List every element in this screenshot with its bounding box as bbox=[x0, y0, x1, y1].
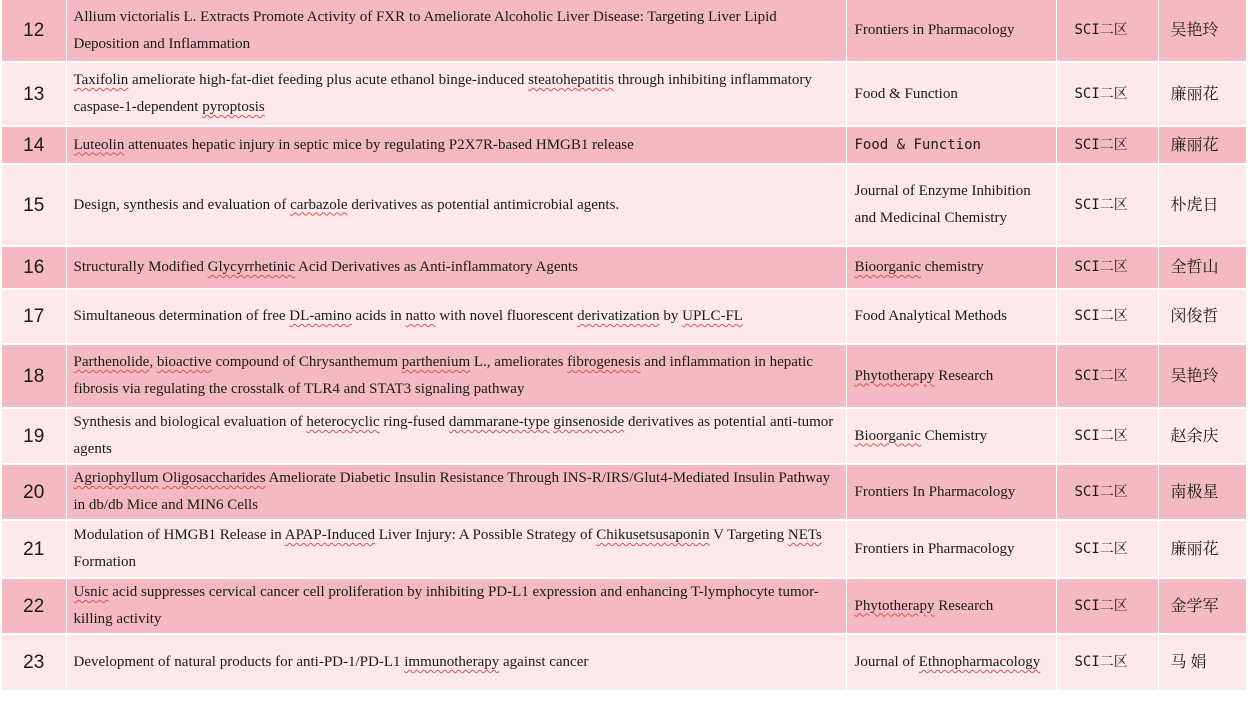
spellcheck-word: Usnic bbox=[73, 584, 109, 600]
journal-level: SCI二区 bbox=[1056, 62, 1158, 126]
spellcheck-word: derivatization bbox=[577, 308, 660, 324]
journal-level: SCI二区 bbox=[1056, 578, 1158, 634]
author-name: 廉丽花 bbox=[1158, 520, 1246, 578]
author-name: 闵俊哲 bbox=[1158, 289, 1246, 344]
paper-title bbox=[66, 0, 846, 62]
journal-level: SCI二区 bbox=[1056, 634, 1158, 691]
paper-title bbox=[66, 164, 846, 246]
author-name: 吴艳玲 bbox=[1158, 0, 1246, 62]
spellcheck-word: Bioorganic bbox=[854, 427, 921, 444]
spellcheck-word: Agriophyllum bbox=[73, 470, 159, 486]
paper-title bbox=[66, 289, 846, 344]
table-row bbox=[2, 464, 1246, 520]
text-run: and inflammation in hepatic fibrosis via regulating the crosstalk of TLR4 and STAT3 signaling pathway bbox=[73, 354, 813, 397]
text-run: compound of Chrysanthemum bbox=[211, 354, 402, 370]
journal-level: SCI二区 bbox=[1056, 408, 1158, 464]
spellcheck-word: ginsenoside bbox=[553, 414, 625, 430]
table-row bbox=[2, 344, 1246, 408]
paper-title bbox=[66, 520, 846, 578]
journal-level: SCI二区 bbox=[1056, 289, 1158, 344]
journal-name bbox=[846, 289, 1056, 344]
spellcheck-word: Luteolin bbox=[73, 136, 125, 153]
publication-table bbox=[2, 0, 1246, 692]
spellcheck-word: bioactive bbox=[156, 354, 212, 370]
table-row bbox=[2, 164, 1246, 246]
text-run: Chemistry bbox=[920, 427, 988, 444]
text-run: acids in bbox=[351, 308, 406, 324]
spellcheck-word: Oligosaccharides bbox=[162, 470, 266, 486]
paper-title bbox=[66, 578, 846, 634]
spellcheck-word: pyroptosis bbox=[202, 99, 265, 115]
journal-level: SCI二区 bbox=[1056, 0, 1158, 62]
spellcheck-word: UPLC-FL bbox=[682, 308, 743, 324]
text-run: Development of natural products for anti-PD-1/PD-L1 bbox=[73, 654, 405, 670]
text-run: L., ameliorates bbox=[470, 354, 568, 370]
text-run: attenuates hepatic injury in septic mice by regulating P2X7R-based HMGB1 release bbox=[124, 136, 634, 153]
text-run: Frontiers in Pharmacology bbox=[854, 540, 1015, 557]
row-number: 13 bbox=[2, 62, 66, 126]
text-run: Design, synthesis and evaluation of bbox=[73, 196, 291, 213]
text-run: Food Analytical Methods bbox=[854, 308, 1007, 324]
row-number: 16 bbox=[2, 246, 66, 289]
table-row bbox=[2, 246, 1246, 289]
author-name: 赵余庆 bbox=[1158, 408, 1246, 464]
spellcheck-word: parthenium bbox=[401, 354, 471, 370]
text-run: ameliorate high-fat-diet feeding plus acute ethanol binge-induced bbox=[128, 72, 529, 88]
spellcheck-word: APAP-Induced bbox=[284, 527, 376, 543]
text-run: against cancer bbox=[499, 654, 589, 670]
spellcheck-word: Glycyrrhetinic bbox=[207, 259, 296, 275]
author-name: 吴艳玲 bbox=[1158, 344, 1246, 408]
spellcheck-word: DL-amino bbox=[289, 308, 352, 324]
text-run: by bbox=[659, 308, 683, 324]
spellcheck-word: natto bbox=[405, 308, 436, 324]
text-run: Food & Function bbox=[854, 85, 958, 102]
spellcheck-word: steatohepatitis bbox=[528, 72, 614, 88]
table-row bbox=[2, 126, 1246, 164]
text-run: Acid Derivatives as Anti-inflammatory Agents bbox=[295, 259, 578, 275]
row-number: 12 bbox=[2, 0, 66, 62]
text-run: V Targeting bbox=[709, 527, 788, 543]
spellcheck-word: dammarane-type bbox=[448, 414, 550, 430]
text-run: Frontiers In Pharmacology bbox=[854, 483, 1016, 500]
paper-title bbox=[66, 634, 846, 691]
text-run: Liver Injury: A Possible Strategy of bbox=[375, 527, 597, 543]
text-run: , bbox=[149, 354, 157, 370]
journal-level: SCI二区 bbox=[1056, 246, 1158, 289]
spellcheck-word: carbazole bbox=[290, 196, 348, 213]
text-run: acid suppresses cervical cancer cell proliferation by inhibiting PD-L1 expression and enhancing T-lymphocyte tumor-killing activity bbox=[73, 584, 819, 627]
table-row bbox=[2, 578, 1246, 634]
journal-name bbox=[846, 464, 1056, 520]
spellcheck-word: Phytotherapy bbox=[854, 597, 935, 614]
journal-name bbox=[846, 126, 1056, 164]
row-number: 17 bbox=[2, 289, 66, 344]
text-run: derivatives as potential antimicrobial agents. bbox=[347, 196, 620, 213]
table-row bbox=[2, 520, 1246, 578]
author-name: 金学军 bbox=[1158, 578, 1246, 634]
spellcheck-word: Chikusetsusaponin bbox=[596, 527, 710, 543]
text-run: with novel fluorescent bbox=[435, 308, 578, 324]
table-row bbox=[2, 0, 1246, 62]
author-name: 廉丽花 bbox=[1158, 62, 1246, 126]
paper-title bbox=[66, 464, 846, 520]
journal-name bbox=[846, 634, 1056, 691]
row-number: 21 bbox=[2, 520, 66, 578]
paper-title bbox=[66, 246, 846, 289]
journal-level: SCI二区 bbox=[1056, 344, 1158, 408]
spellcheck-word: Parthenolide bbox=[73, 354, 150, 370]
text-run: Simultaneous determination of free bbox=[73, 308, 290, 324]
journal-name bbox=[846, 246, 1056, 289]
spellcheck-word: NETs bbox=[787, 527, 822, 543]
spellcheck-word: Phytotherapy bbox=[854, 367, 935, 384]
spellcheck-word: Bioorganic bbox=[854, 259, 921, 275]
paper-title bbox=[66, 408, 846, 464]
author-name: 马 娟 bbox=[1158, 634, 1246, 691]
table-row bbox=[2, 289, 1246, 344]
text-run: Frontiers in Pharmacology bbox=[854, 22, 1015, 38]
journal-name bbox=[846, 62, 1056, 126]
text-run: Modulation of HMGB1 Release in bbox=[73, 527, 285, 543]
table-row bbox=[2, 408, 1246, 464]
text-run: Allium victorialis L. Extracts Promote Activity of FXR to Ameliorate Alcoholic Liver Disease: Targeting Liver Lipid Deposition and Inflammation bbox=[73, 8, 777, 52]
publication-table-body bbox=[2, 0, 1246, 691]
text-run: Research bbox=[934, 597, 994, 614]
text-run: ring-fused bbox=[379, 414, 449, 430]
journal-name bbox=[846, 408, 1056, 464]
paper-title bbox=[66, 126, 846, 164]
journal-level: SCI二区 bbox=[1056, 464, 1158, 520]
table-row bbox=[2, 62, 1246, 126]
spellcheck-word: Taxifolin bbox=[73, 72, 129, 88]
text-run: Formation bbox=[73, 554, 136, 570]
paper-title bbox=[66, 344, 846, 408]
journal-name bbox=[846, 164, 1056, 246]
text-run: Research bbox=[934, 367, 994, 384]
row-number: 19 bbox=[2, 408, 66, 464]
journal-name bbox=[846, 520, 1056, 578]
author-name: 朴虎日 bbox=[1158, 164, 1246, 246]
text-run: Ameliorate Diabetic Insulin Resistance Through INS-R/IRS/Glut4-Mediated Insulin Pathway in db/db Mice and MIN6 Cells bbox=[73, 470, 831, 513]
author-name: 南极星 bbox=[1158, 464, 1246, 520]
row-number: 20 bbox=[2, 464, 66, 520]
text-run: Synthesis and biological evaluation of bbox=[73, 414, 307, 430]
spellcheck-word: Ethnopharmacology bbox=[918, 654, 1041, 670]
spellcheck-word: immunotherapy bbox=[404, 654, 500, 670]
text-run: through inhibiting inflammatory caspase-1-dependent bbox=[73, 72, 812, 115]
row-number: 18 bbox=[2, 344, 66, 408]
text-run: Food & Function bbox=[854, 136, 981, 153]
journal-name bbox=[846, 578, 1056, 634]
text-run: Journal of Enzyme Inhibition and Medicinal Chemistry bbox=[854, 183, 1031, 226]
journal-name bbox=[846, 0, 1056, 62]
row-number: 15 bbox=[2, 164, 66, 246]
row-number: 23 bbox=[2, 634, 66, 691]
spellcheck-word: fibrogenesis bbox=[567, 354, 641, 370]
row-number: 22 bbox=[2, 578, 66, 634]
text-run: Structurally Modified bbox=[73, 259, 208, 275]
journal-level: SCI二区 bbox=[1056, 126, 1158, 164]
author-name: 全哲山 bbox=[1158, 246, 1246, 289]
text-run: derivatives as potential anti-tumor agents bbox=[73, 414, 834, 457]
paper-title bbox=[66, 62, 846, 126]
author-name: 廉丽花 bbox=[1158, 126, 1246, 164]
spellcheck-word: heterocyclic bbox=[306, 414, 380, 430]
text-run: chemistry bbox=[920, 259, 984, 275]
text-run: Journal of bbox=[854, 654, 919, 670]
table-row bbox=[2, 634, 1246, 691]
journal-name bbox=[846, 344, 1056, 408]
journal-level: SCI二区 bbox=[1056, 520, 1158, 578]
journal-level: SCI二区 bbox=[1056, 164, 1158, 246]
row-number: 14 bbox=[2, 126, 66, 164]
